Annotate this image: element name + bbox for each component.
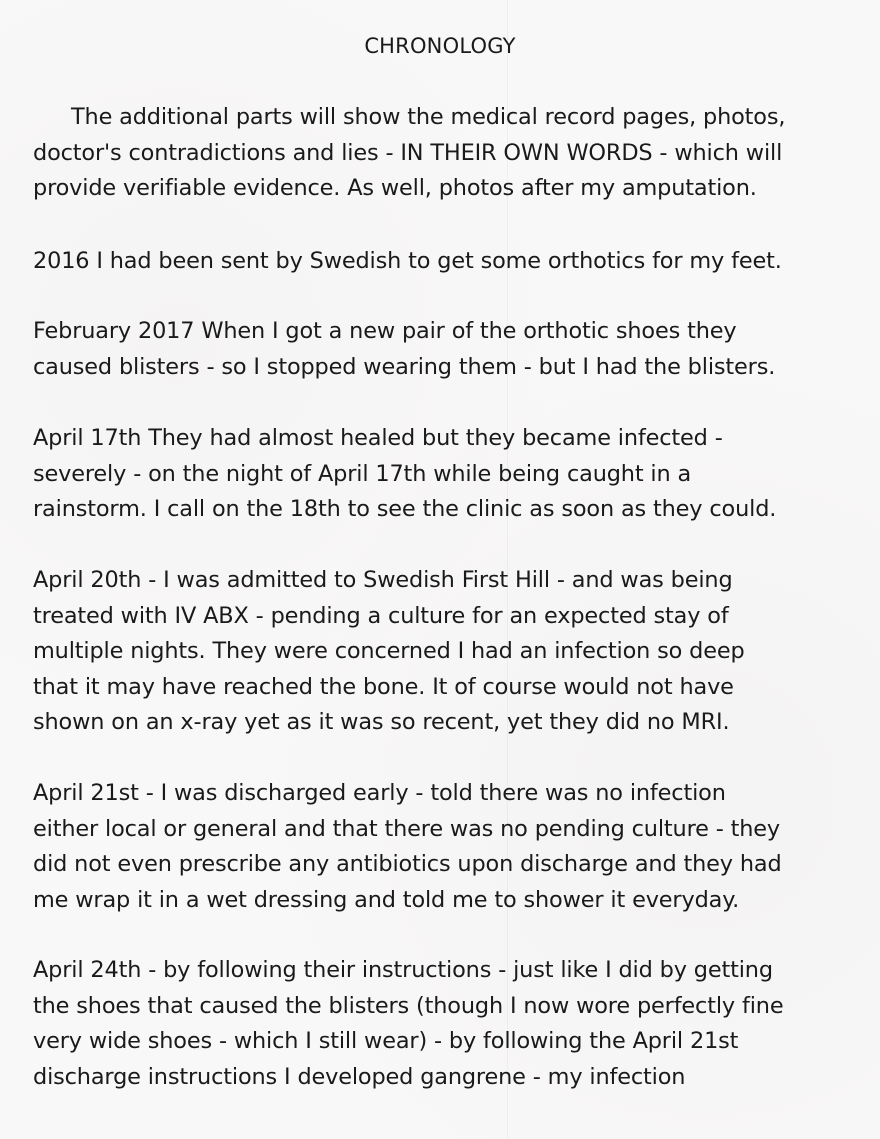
- paragraph-april-17: [33, 421, 848, 528]
- paragraph-line: rainstorm. I call on the 18th to see the clinic as soon as they could.: [33, 496, 777, 522]
- paragraph-line: April 17th They had almost healed but they became infected -: [33, 425, 723, 451]
- paragraph-line: caused blisters - so I stopped wearing them - but I had the blisters.: [33, 353, 776, 380]
- paragraph-april-21: [33, 776, 848, 918]
- paragraph-line: doctor's contradictions and lies - IN THEIR OWN WORDS - which will: [33, 139, 783, 166]
- paragraph-line: that it may have reached the bone. It of course would not have: [33, 673, 734, 700]
- paragraph-line: February 2017 When I got a new pair of the orthotic shoes they: [33, 318, 737, 344]
- paragraph-line: The additional parts will show the medical record pages, photos,: [71, 104, 786, 130]
- paragraph-line: the shoes that caused the blisters (though I now wore perfectly fine: [33, 992, 784, 1019]
- paragraph-2016: [33, 244, 848, 280]
- paragraph-line: 2016 I had been sent by Swedish to get some orthotics for my feet.: [33, 248, 782, 274]
- paragraph-april-24: [33, 953, 848, 1095]
- paragraph-line: provide verifiable evidence. As well, photos after my amputation.: [33, 175, 757, 201]
- paragraph-line: April 20th - I was admitted to Swedish First Hill - and was being: [33, 567, 733, 593]
- paragraph-line: multiple nights. They were concerned I had an infection so deep: [33, 638, 745, 664]
- paragraph-line: did not even prescribe any antibiotics upon discharge and they had: [33, 851, 782, 877]
- paragraph-line: either local or general and that there was no pending culture - they: [33, 815, 781, 842]
- paragraph-line: severely - on the night of April 17th while being caught in a: [33, 460, 692, 487]
- paragraph-line: shown on an x-ray yet as it was so recent, yet they did no MRI.: [33, 709, 730, 735]
- paragraph-line: April 21st - I was discharged early - told there was no infection: [33, 780, 726, 806]
- paragraph-intro: [33, 100, 848, 207]
- paragraph-line: April 24th - by following their instructions - just like I did by getting: [33, 957, 773, 983]
- paragraph-line: very wide shoes - which I still wear) - by following the April 21st: [33, 1028, 739, 1054]
- paragraph-line: treated with IV ABX - pending a culture for an expected stay of: [33, 602, 729, 629]
- paragraph-line: discharge instructions I developed gangrene - my infection: [33, 1063, 686, 1090]
- paragraph-feb-2017: [33, 314, 848, 385]
- paragraph-april-20: [33, 563, 848, 741]
- document-title: CHRONOLOGY: [364, 34, 516, 58]
- paragraph-line: me wrap it in a wet dressing and told me to shower it everyday.: [33, 886, 740, 913]
